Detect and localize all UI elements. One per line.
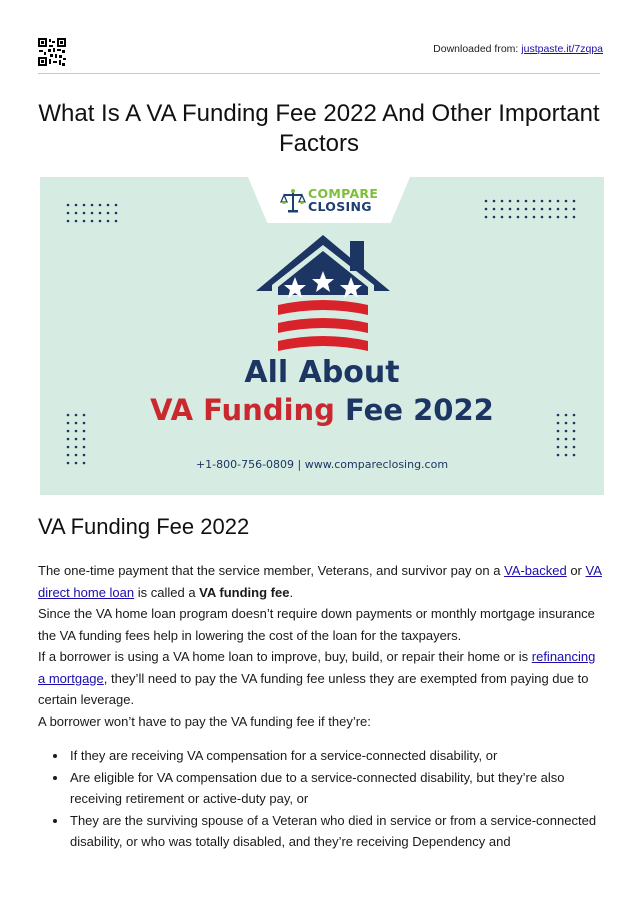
dot-pattern-top-left — [66, 203, 124, 225]
list-item: • They are the surviving spouse of a Veteran who died in service or from a service-connected disability, or who was totally disabled, and they’re receiving Dependency and — [68, 810, 604, 853]
brand-name-line1: COMPARE — [308, 186, 379, 201]
p3-text-b: , they’ll need to pay the VA funding fee unless they are exempted from paying due to certain leverage. — [38, 670, 589, 707]
va-direct-home-loan-link[interactable]: VA direct home loan — [38, 563, 602, 600]
banner-image — [40, 177, 604, 495]
house-flag-icon — [250, 225, 396, 353]
brand-logo — [280, 187, 400, 217]
list-item: • If they are receiving VA compensation for a service-connected disability, or — [68, 745, 604, 767]
header-divider — [38, 73, 600, 74]
section-heading: VA Funding Fee 2022 — [38, 514, 250, 539]
scales-of-justice-icon — [280, 188, 306, 214]
paragraph-1 — [38, 560, 604, 603]
banner-heading-line1: All About — [244, 355, 400, 390]
page-title: What Is A VA Funding Fee 2022 And Other Important Factors — [38, 100, 600, 157]
p1-text-c: is called a — [134, 584, 200, 600]
list-item: • Are eligible for VA compensation due to a service-connected disability, but they’re also receiving retirement or active-duty pay, or — [68, 767, 604, 810]
brand-name-line2: CLOSING — [308, 199, 372, 214]
banner-heading-red: VA Funding — [150, 393, 335, 427]
banner-heading-navy: Fee 2022 — [334, 393, 494, 427]
qr-code-icon — [38, 38, 66, 66]
paragraph-3 — [38, 646, 604, 711]
p1-bold-term: VA funding fee — [199, 584, 290, 600]
download-source — [433, 43, 603, 55]
p1-text-d: . — [289, 584, 294, 600]
download-link[interactable]: justpaste.it/7zqpa — [521, 43, 603, 55]
article-body — [38, 560, 604, 853]
exemption-list — [38, 745, 604, 853]
refinancing-mortgage-link[interactable]: refinancing a mortgage — [38, 649, 596, 686]
dot-pattern-top-right — [484, 199, 584, 221]
banner-contact: +1-800-756-0809 | www.compareclosing.com — [195, 458, 449, 471]
p3-text-a: If a borrower is using a VA home loan to improve, buy, build, or repair their home or is — [38, 649, 532, 664]
paragraph-4: A borrower won’t have to pay the VA funding fee if they’re: — [38, 713, 371, 729]
p1-text-a: The one-time payment that the service member, Veterans, and survivor pay on a — [38, 563, 505, 578]
paragraph-2: Since the VA home loan program doesn’t require down payments or monthly mortgage insurance the VA funding fees help in lowering the cost of the loan for the taxpayers. — [38, 606, 595, 643]
download-prefix: Downloaded from: — [433, 43, 522, 55]
banner-heading-line2 — [40, 393, 604, 427]
va-backed-link[interactable]: VA-backed — [504, 563, 567, 578]
p1-text-b: or — [566, 563, 586, 578]
